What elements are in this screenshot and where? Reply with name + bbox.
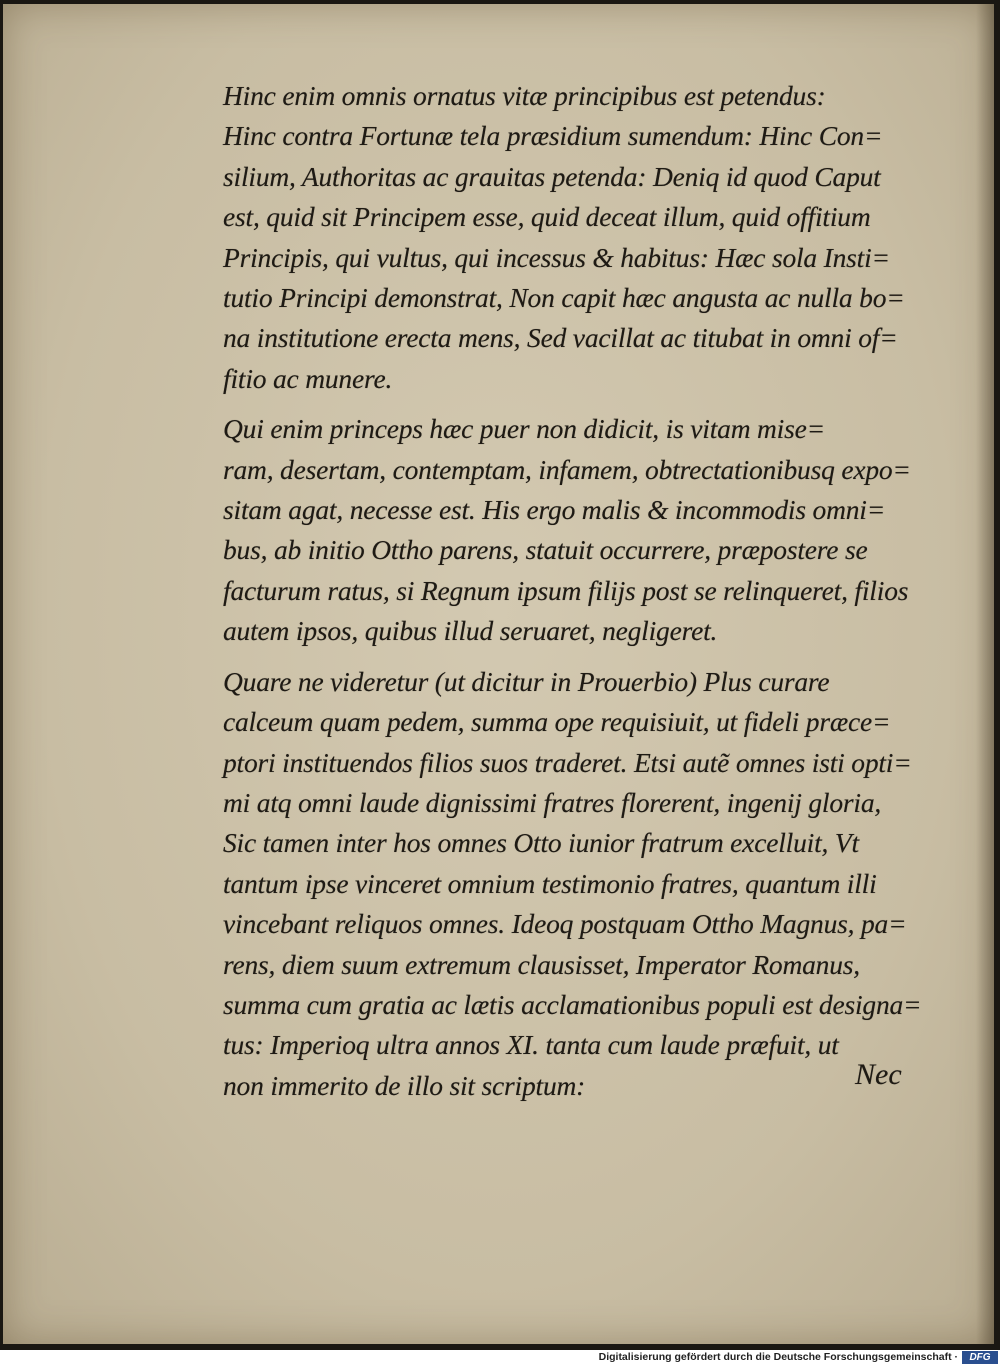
text-line: est, quid sit Principem esse, quid deceat illum, quid offitium <box>223 201 871 233</box>
text-line: Hinc contra Fortunæ tela præsidium sumendum: Hinc Con= <box>223 120 883 152</box>
text-line: summa cum gratia ac lætis acclamationibus populi est designa= <box>223 988 922 1020</box>
funding-credit: Digitalisierung gefördert durch die Deutsche Forschungsgemeinschaft · <box>598 1351 958 1363</box>
text-line: facturum ratus, si Regnum ipsum filijs post se relinqueret, filios <box>223 574 909 606</box>
text-line: sitam agat, necesse est. His ergo malis & incommodis omni= <box>223 494 886 526</box>
text-line: Principis, qui vultus, qui incessus & habitus: Hæc sola Insti= <box>223 241 890 273</box>
text-line: silium, Authoritas ac grauitas petenda: Deniq id quod Caput <box>223 160 881 192</box>
text-line: Sic tamen inter hos omnes Otto iunior fratrum excelluit, Vt <box>223 827 859 859</box>
text-line: non immerito de illo sit scriptum: <box>223 1069 586 1101</box>
dfg-logo: DFG <box>962 1351 998 1364</box>
page-edge-shadow <box>976 4 994 1344</box>
catchword: Nec <box>855 1058 902 1091</box>
text-line: rens, diem suum extremum clausisset, Imperator Romanus, <box>223 948 860 980</box>
text-line: Hinc enim omnis ornatus vitæ principibus est petendus: <box>223 80 826 111</box>
text-line: Quare ne videretur (ut dicitur in Prouerbio) Plus curare <box>223 665 830 697</box>
text-line: tus: Imperioq ultra annos XI. tanta cum laude præfuit, ut <box>223 1029 839 1061</box>
text-line: vincebant reliquos omnes. Ideoq postquam Ottho Magnus, pa= <box>223 908 907 940</box>
text-line: ram, desertam, contemptam, infamem, obtrectationibusq expo= <box>223 453 911 485</box>
footer-bar <box>0 1350 1000 1366</box>
body-text <box>223 76 922 1116</box>
paragraph-3 <box>223 662 922 1106</box>
text-line: tutio Principi demonstrat, Non capit hæc angusta ac nulla bo= <box>223 282 905 314</box>
text-line: ptori instituendos filios suos traderet. Etsi autẽ omnes isti opti= <box>223 746 912 778</box>
paragraph-1 <box>223 76 913 399</box>
text-line: fitio ac munere. <box>223 362 393 394</box>
paragraph-2 <box>223 409 913 651</box>
text-line: tantum ipse vinceret omnium testimonio fratres, quantum illi <box>223 867 877 899</box>
text-line: calceum quam pedem, summa ope requisiuit, ut fideli præce= <box>223 706 891 738</box>
text-line: Qui enim princeps hæc puer non didicit, is vitam mise= <box>223 413 825 445</box>
text-line: na institutione erecta mens, Sed vacillat ac titubat in omni of= <box>223 322 898 354</box>
text-line: mi atq omni laude dignissimi fratres florerent, ingenij gloria, <box>223 786 882 818</box>
text-line: bus, ab initio Ottho parens, statuit occurrere, præpostere se <box>223 534 868 566</box>
text-line: autem ipsos, quibus illud seruaret, negligeret. <box>223 615 718 647</box>
